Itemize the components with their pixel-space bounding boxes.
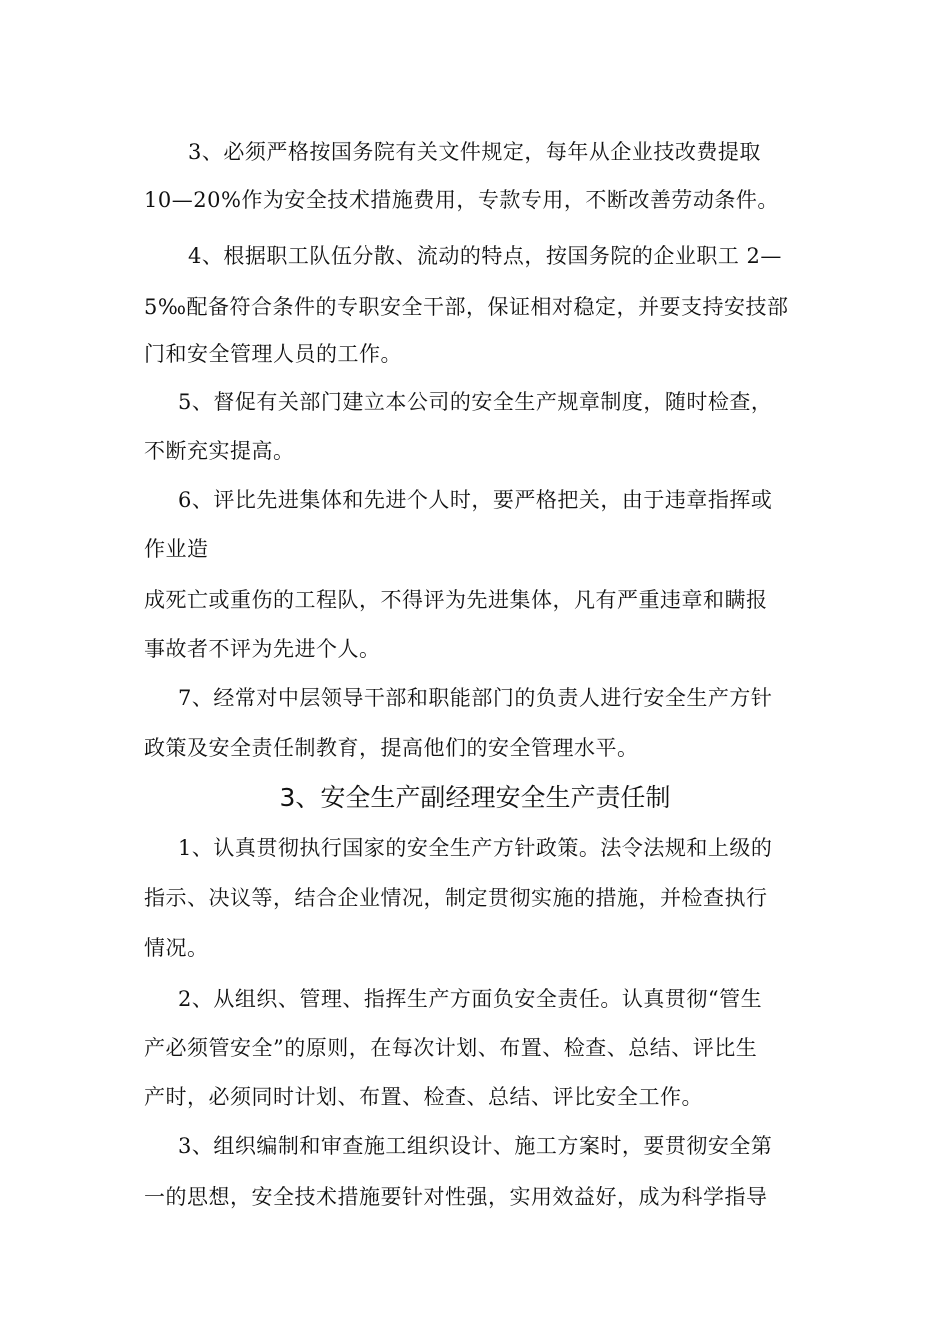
paragraph-line: 10—20%作为安全技术措施费用，专款专用，不断改善劳动条件。	[144, 188, 779, 212]
paragraph-line: 作业造	[144, 537, 209, 561]
paragraph-line: 3、必须严格按国务院有关文件规定，每年从企业技改费提取	[188, 140, 761, 164]
paragraph-line: 4、根据职工队伍分散、流动的特点，按国务院的企业职工 2—	[188, 244, 782, 268]
section-heading: 3、安全生产副经理安全生产责任制	[279, 783, 671, 812]
paragraph-line: 6、评比先进集体和先进个人时，要严格把关，由于违章指挥或	[178, 488, 773, 512]
paragraph-line: 事故者不评为先进个人。	[144, 637, 381, 661]
paragraph-line: 1、认真贯彻执行国家的安全生产方针政策。法令法规和上级的	[178, 836, 773, 860]
paragraph-line: 情况。	[144, 936, 209, 960]
paragraph-line: 5‰配备符合条件的专职安全干部，保证相对稳定，并要支持安技部	[144, 295, 789, 319]
paragraph-line: 5、督促有关部门建立本公司的安全生产规章制度，随时检查，	[178, 390, 773, 414]
paragraph-line: 成死亡或重伤的工程队，不得评为先进集体，凡有严重违章和瞒报	[144, 588, 768, 612]
paragraph-line: 7、经常对中层领导干部和职能部门的负责人进行安全生产方针	[178, 686, 773, 710]
paragraph-line: 产必须管安全”的原则，在每次计划、布置、检查、总结、评比生	[144, 1036, 758, 1060]
paragraph-line: 政策及安全责任制教育，提高他们的安全管理水平。	[144, 736, 639, 760]
paragraph-line: 2、从组织、管理、指挥生产方面负安全责任。认真贯彻“管生	[178, 987, 763, 1011]
paragraph-line: 产时，必须同时计划、布置、检查、总结、评比安全工作。	[144, 1085, 703, 1109]
paragraph-line: 门和安全管理人员的工作。	[144, 342, 402, 366]
paragraph-line: 指示、决议等，结合企业情况，制定贯彻实施的措施，并检查执行	[144, 886, 768, 910]
paragraph-line: 一的思想，安全技术措施要针对性强，实用效益好，成为科学指导	[144, 1185, 768, 1209]
paragraph-line: 不断充实提高。	[144, 439, 295, 463]
paragraph-line: 3、组织编制和审查施工组织设计、施工方案时，要贯彻安全第	[178, 1134, 773, 1158]
